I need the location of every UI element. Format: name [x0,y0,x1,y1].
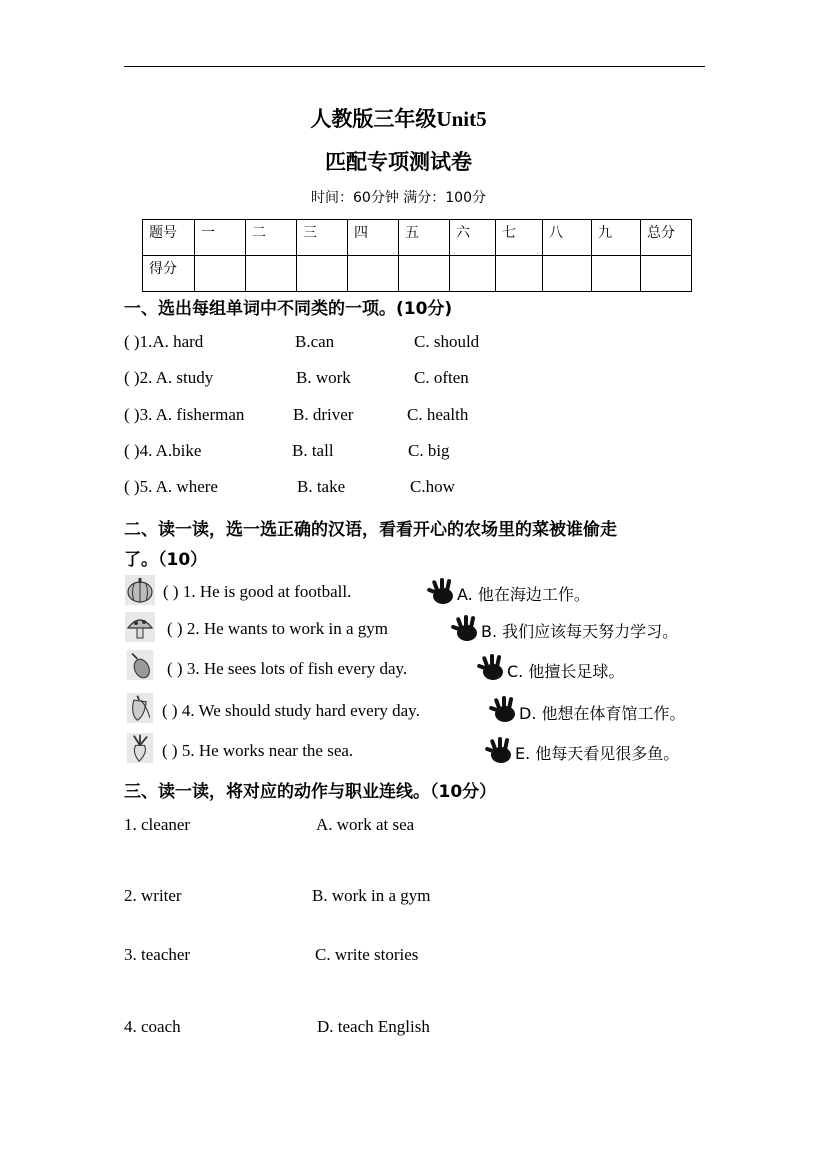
score-input-cell[interactable] [496,256,543,292]
table-cell: 九 [592,220,641,256]
s1-item3-c: C. health [407,405,469,424]
s2-item2-question: ( ) 2. He wants to work in a gym [167,619,388,638]
s3-right-c[interactable]: C. write stories [315,945,419,964]
s1-item1-b: B.can [295,332,335,351]
table-cell: 得分 [143,256,195,292]
s1-item3-prefix: ( )3. A. fisherman [124,405,245,424]
table-cell: 三 [297,220,348,256]
s2-option-b: B. 我们应该每天努力学习。 [481,622,679,641]
table-cell: 六 [450,220,496,256]
pepper-icon [125,693,155,723]
score-input-cell[interactable] [297,256,348,292]
s3-left-1[interactable]: 1. cleaner [124,815,191,834]
s3-left-2[interactable]: 2. writer [124,886,182,905]
hand-icon [475,652,507,682]
s1-item4-c: C. big [408,441,450,460]
score-input-cell[interactable] [641,256,692,292]
s2-option-d: D. 他想在体育馆工作。 [519,704,686,723]
s3-left-4[interactable]: 4. coach [124,1017,181,1036]
hand-icon [483,735,515,765]
section3-heading: 三、读一读，将对应的动作与职业连线。（10分） [124,782,497,802]
table-cell: 一 [195,220,246,256]
section2-heading-line2: 了。（10） [124,550,208,570]
hand-icon [487,694,519,724]
s1-item1-prefix: ( )1.A. hard [124,332,204,351]
s1-item1-c: C. should [414,332,480,351]
score-input-cell[interactable] [543,256,592,292]
top-rule [124,66,705,67]
score-table-score-row [143,256,692,292]
score-input-cell[interactable] [246,256,297,292]
s2-item5-question: ( ) 5. He works near the sea. [162,741,354,760]
s3-right-d[interactable]: D. teach English [317,1017,430,1036]
s1-item4-prefix: ( )4. A.bike [124,441,202,460]
s1-item5-prefix: ( )5. A. where [124,477,218,496]
score-table-header-row [143,220,692,256]
s1-item5-b: B. take [297,477,346,496]
section1-heading: 一、选出每组单词中不同类的一项。(10分) [124,299,453,319]
s2-item4-question: ( ) 4. We should study hard every day. [162,701,420,720]
score-input-cell[interactable] [348,256,399,292]
s3-left-3[interactable]: 3. teacher [124,945,191,964]
s1-item2-prefix: ( )2. A. study [124,368,214,387]
pumpkin-icon [125,575,155,605]
s2-option-a: A. 他在海边工作。 [457,585,590,604]
s1-item5-c: C.how [410,477,455,496]
s3-right-a[interactable]: A. work at sea [316,815,415,834]
time-info: 时间：60分钟 满分：100分 [311,190,486,206]
score-input-cell[interactable] [450,256,496,292]
section2-heading-line1: 二、读一读，选一选正确的汉语，看看开心的农场里的菜被谁偷走 [124,520,617,540]
hand-icon [425,576,457,606]
table-cell: 八 [543,220,592,256]
s2-item1-question: ( ) 1. He is good at football. [163,582,352,601]
score-input-cell[interactable] [592,256,641,292]
score-input-cell[interactable] [195,256,246,292]
score-table [142,219,692,292]
table-cell: 五 [399,220,450,256]
radish-icon [125,733,155,763]
table-cell: 二 [246,220,297,256]
table-cell: 四 [348,220,399,256]
s2-option-e: E. 他每天看见很多鱼。 [515,744,680,763]
eggplant-icon [125,650,155,680]
s1-item2-b: B. work [296,368,351,387]
score-input-cell[interactable] [399,256,450,292]
s1-item3-b: B. driver [293,405,354,424]
table-cell: 七 [496,220,543,256]
s2-option-c: C. 他擅长足球。 [507,662,625,681]
s1-item2-c: C. often [414,368,469,387]
hand-icon [449,613,481,643]
page-title: 人教版三年级Unit5 [310,107,487,131]
s3-right-b[interactable]: B. work in a gym [312,886,431,905]
s1-item4-b: B. tall [292,441,334,460]
page-subtitle: 匹配专项测试卷 [325,150,472,174]
table-cell: 总分 [641,220,692,256]
s2-item3-question: ( ) 3. He sees lots of fish every day. [167,659,408,678]
table-cell: 题号 [143,220,195,256]
mushroom-icon [125,612,155,642]
